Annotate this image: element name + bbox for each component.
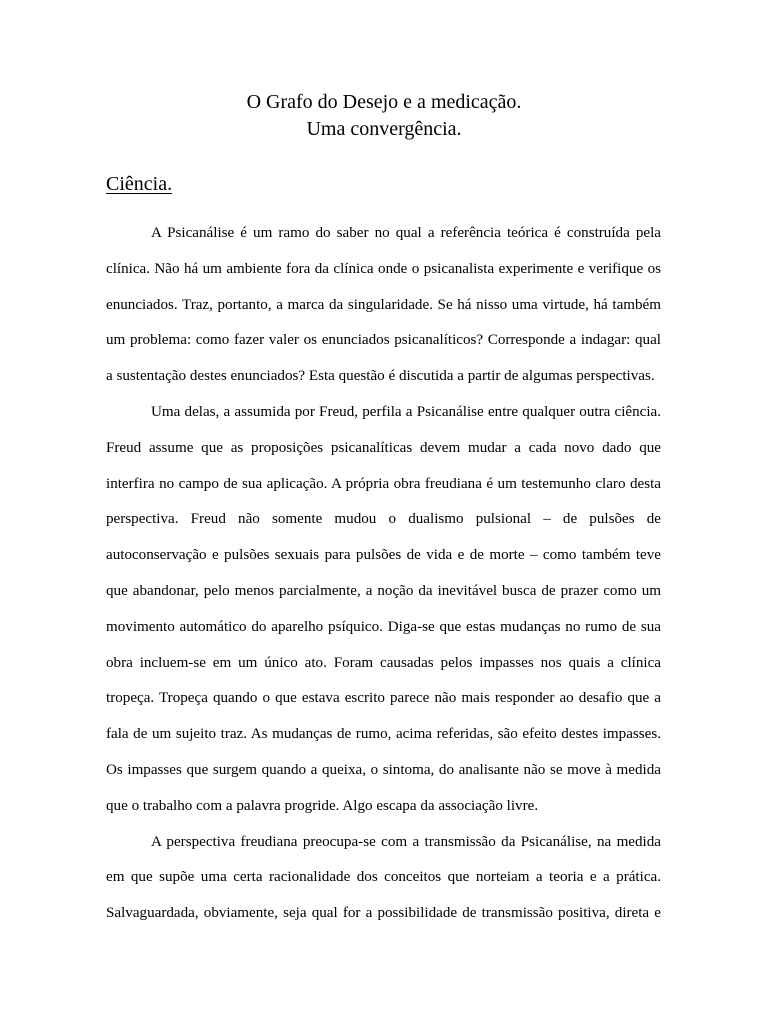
paragraph-1: A Psicanálise é um ramo do saber no qual a referência teórica é construída pela clínica. Não há um ambiente fora da clínica onde o psicanalista experimente e verifique os enunciados. Traz, portanto, a marca da singularidade. Se há nisso uma virtude, há também um problema: como fazer valer os enunciados psicanalíticos? Corresponde a indagar: qual a sustentação destes enunciados? Esta questão é discutida a partir de algumas perspectivas. xyxy=(106,225,661,385)
document-title xyxy=(0,89,768,143)
title-line-2: Uma convergência. xyxy=(306,118,462,140)
section-heading: Ciência. xyxy=(106,173,173,195)
paragraph-3: A perspectiva freudiana preocupa-se com a transmissão da Psicanálise, na medida em que supõe uma certa racionalidade dos conceitos que norteiam a teoria e a prática. Salvaguardada, obviamente, seja qual for a possibilidade de transmissão positiva, direta e xyxy=(106,833,661,922)
paragraph-2: Uma delas, a assumida por Freud, perfila a Psicanálise entre qualquer outra ciência. Freud assume que as proposições psicanalíticas devem mudar a cada novo dado que interfira no campo de sua aplicação. A própria obra freudiana é um testemunho claro desta perspectiva. Freud não somente mudou o dualismo pulsional – de pulsões de autoconservação e pulsões sexuais para pulsões de vida e de morte – como também teve que abandonar, pelo menos parcialmente, a noção da inevitável busca de prazer como um movimento automático do aparelho psíquico. Diga-se que estas mudanças no rumo de sua obra incluem-se em um único ato. Foram causadas pelos impasses nos quais a clínica tropeça. Tropeça quando o que estava escrito parece não mais responder ao desafio que a fala de um sujeito traz. As mudanças de rumo, acima referidas, são efeito destes impasses. Os impasses que surgem quando a queixa, o sintoma, do analisante não se move à medida que o trabalho com a palavra progride. Algo escapa da associação livre. xyxy=(106,403,661,814)
title-line-1: O Grafo do Desejo e a medicação. xyxy=(246,91,522,113)
body-text xyxy=(106,216,661,932)
